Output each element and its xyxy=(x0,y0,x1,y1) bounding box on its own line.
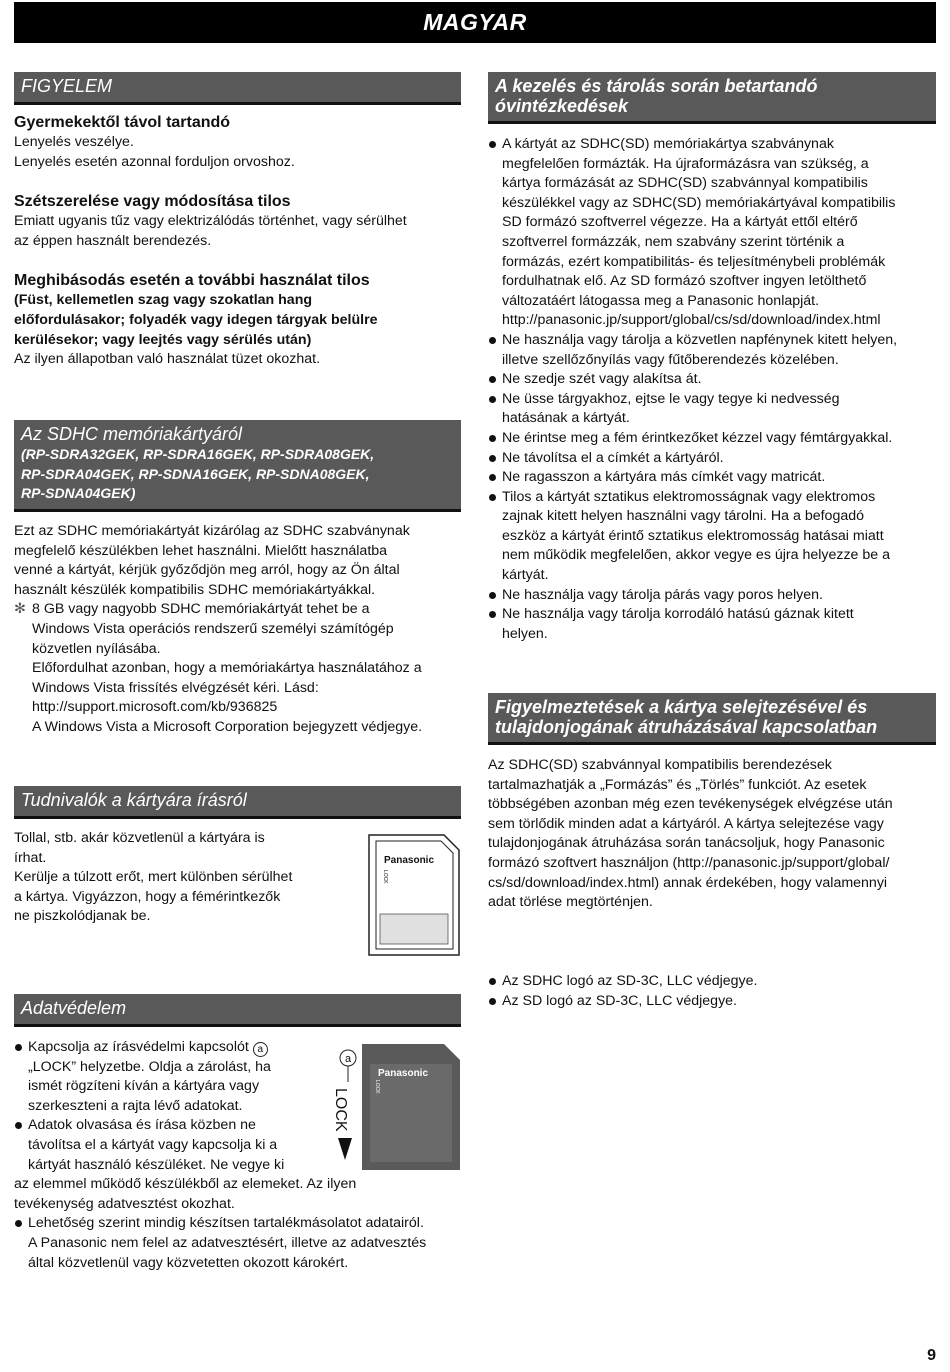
sdhc-note-line: Előfordulhat azonban, hogy a memóriakártya használatához a xyxy=(32,660,422,677)
warning-malfunction-line: Az ilyen állapotban való használat tüzet okozhat. xyxy=(14,351,321,368)
warning-children-line: Lenyelés veszélye. xyxy=(14,134,134,150)
page-language-banner: MAGYAR xyxy=(14,2,936,43)
protection-line: szerkeszteni a rajta lévő adatokat. xyxy=(28,1097,243,1114)
protection-line: kártyát használó készüléket. Ne vegye ki xyxy=(28,1156,285,1173)
writing-line: ne piszkolódjanak be. xyxy=(14,908,151,925)
sdhc-paragraph-line: megfelelő készülékben lehet használni. Mielőtt használatba xyxy=(14,542,388,559)
handling-item xyxy=(488,449,940,469)
handling-line: helyen. xyxy=(502,625,548,642)
warning-children-line: Lenyelés esetén azonnal forduljon orvoshoz. xyxy=(14,153,295,170)
protection-line: „LOCK” helyzetbe. Oldja a zárolást, ha xyxy=(28,1058,271,1075)
protection-line: távolítsa el a kártyát vagy kapcsolja ki a xyxy=(28,1136,278,1153)
handling-line: http://panasonic.jp/support/global/cs/sd/download/index.html xyxy=(502,312,881,329)
writing-line: Kerülje a túlzott erőt, mert különben sérülhet xyxy=(14,869,293,886)
handling-line: Ne érintse meg a fém érintkezőket kézzel vagy fémtárgyakkal. xyxy=(502,429,893,446)
handling-item xyxy=(488,429,940,449)
section-header-writing: Tudnivalók a kártyára írásról xyxy=(14,786,461,819)
protection-line: ismét rögzíteni kíván a kártyára vagy xyxy=(28,1078,260,1095)
handling-title-line: óvintézkedések xyxy=(495,96,629,116)
section-header-warning: FIGYELEM xyxy=(14,72,461,105)
warning-disassembly-line: Emiatt ugyanis tűz vagy elektrizálódás történhet, vagy sérülhet xyxy=(14,213,407,230)
sdhc-title: Az SDHC memóriakártyáról xyxy=(21,424,243,444)
handling-line: készülékkel vagy az SDHC(SD) memóriakártyával kompatibilis xyxy=(502,194,896,211)
handling-item xyxy=(488,390,940,429)
handling-line: SD formázó szoftverrel végezze. Ha a kártyát ettől eltérő xyxy=(502,214,858,231)
handling-line: kártyát. xyxy=(502,567,549,584)
handling-item xyxy=(488,135,940,331)
sdhc-note-line: A Windows Vista a Microsoft Corporation bejegyzett védjegye. xyxy=(32,718,423,735)
warning-malfunction-cond: kerülésekor; vagy leejtés vagy sérülés után) xyxy=(14,331,312,348)
handling-line: szoftverrel formázzák, nem szabvány szerint történik a xyxy=(502,233,845,250)
warning-disassembly-line: az éppen használt berendezés. xyxy=(14,232,212,249)
disposal-line: adat törlése megtörténjen. xyxy=(488,894,653,911)
disposal-line: tartalmazhatják a „Formázás” és „Törlés” funkciót. Az esetek xyxy=(488,776,867,793)
handling-line: formázás, ezért kompatibilitás- és teljesítménybeli problémák xyxy=(502,253,886,270)
sdhc-note-url: http://support.microsoft.com/kb/936825 xyxy=(32,699,278,716)
warning-section xyxy=(14,112,464,370)
disposal-line: sem törlődik minden adat a kártyáról. A kártya selejtezése vagy xyxy=(488,815,884,832)
handling-line: nem működik megfelelően, akkor vegye es újra helyezze be a xyxy=(502,547,891,564)
handling-line: változatáért látogassa meg a Panasonic honlapját. xyxy=(502,292,820,309)
handling-line: megfelelően formázták. Ha újraformázásra van szükség, a xyxy=(502,155,869,172)
handling-line: Ne használja vagy tárolja korrodáló hatású gáznak kitett xyxy=(502,606,854,623)
sdhc-models-line: RP-SDNA04GEK) xyxy=(21,485,136,501)
trademark-item: Az SD logó az SD-3C, LLC védjegye. xyxy=(488,992,940,1012)
warning-malfunction-title: Meghibásodás esetén a további használat tilos xyxy=(14,272,370,290)
lock-arrow-icon xyxy=(338,1138,352,1160)
sdhc-note-line: Windows Vista frissítés elvégzését kéri. Lásd: xyxy=(32,679,319,696)
handling-line: Ne használja vagy tárolja párás vagy poros helyen. xyxy=(502,586,823,603)
sdhc-note-line: 8 GB vagy nagyobb SDHC memóriakártyát tehet be a xyxy=(32,601,370,618)
handling-item xyxy=(488,468,940,488)
handling-line: kártya formázását az SDHC(SD) szabvánnyal kompatibilis xyxy=(502,175,868,192)
section-header-protection: Adatvédelem xyxy=(14,994,461,1027)
asterisk-icon: ✻ xyxy=(14,601,26,618)
sdhc-note-line: Windows Vista operációs rendszerű személyi számítógép xyxy=(32,620,394,637)
warning-disassembly-title: Szétszerelése vagy módosítása tilos xyxy=(14,193,291,211)
handling-item xyxy=(488,488,940,586)
disposal-line: Az SDHC(SD) szabvánnyal kompatibilis berendezések xyxy=(488,757,832,773)
handling-line: Ne távolítsa el a címkét a kártyáról. xyxy=(502,449,724,466)
handling-title-line: A kezelés és tárolás során betartandó xyxy=(495,76,818,96)
marker-a-icon: a xyxy=(253,1042,268,1057)
sdhc-paragraph-line: használt készülék kompatibilis SDHC memóriakártyákkal. xyxy=(14,581,376,598)
handling-line: Ne használja vagy tárolja a közvetlen napfénynek kitett helyen, xyxy=(502,331,898,348)
warning-malfunction-cond: előfordulásakor; folyadék vagy idegen tárgyak belülre xyxy=(14,311,378,328)
sdhc-note xyxy=(14,600,466,737)
handling-line: hatásának a kártyát. xyxy=(502,410,630,427)
handling-line: zajnak kitett helyen használni vagy tárolni. Ha a befogadó xyxy=(502,508,865,525)
handling-line: fordulhatnak elő. Az SD formázó szoftver ingyen letölthető xyxy=(502,273,867,290)
disposal-line: tulajdonjogának átruházása során tanácsoljuk, hogy Panasonic xyxy=(488,835,885,852)
card-brand-label: Panasonic xyxy=(384,855,435,866)
writing-section xyxy=(14,829,344,927)
writing-line: írhat. xyxy=(14,849,47,866)
warning-children-title: Gyermekektől távol tartandó xyxy=(14,114,231,131)
protection-line: Adatok olvasása és írása közben ne xyxy=(28,1117,256,1134)
protection-item xyxy=(14,1214,464,1273)
disposal-section xyxy=(488,756,940,913)
section-header-disposal xyxy=(488,693,936,745)
sdhc-section xyxy=(14,522,466,738)
disposal-line: formázó szoftvert használjon (http://panasonic.jp/support/global/ xyxy=(488,854,890,871)
page-number: 9 xyxy=(927,1347,936,1365)
protection-line: tevékenység adatvesztést okozhat. xyxy=(14,1195,235,1212)
warning-malfunction-cond: (Füst, kellemetlen szag vagy szokatlan hang xyxy=(14,292,313,309)
sdhc-models-line: RP-SDRA04GEK, RP-SDNA16GEK, RP-SDNA08GEK, xyxy=(21,465,370,482)
trademark-item: Az SDHC logó az SD-3C, LLC védjegye. xyxy=(488,972,940,992)
trademarks-section xyxy=(488,972,940,1011)
handling-item xyxy=(488,586,940,606)
figure-card-lock: LOCK xyxy=(374,1080,380,1094)
disposal-title-line: tulajdonjogának átruházásával kapcsolatban xyxy=(495,717,878,737)
handling-line: eszköz a kártyát érintő sztatikus elektromosság hatásai miatt xyxy=(502,527,884,544)
disposal-title-line: Figyelmeztetések a kártya selejtezésével és xyxy=(495,697,868,717)
sdhc-paragraph-line: Ezt az SDHC memóriakártyát kizárólag az SDHC szabványnak xyxy=(14,523,410,539)
sdhc-paragraph-line: venné a kártyát, kérjük győződjön meg arról, hogy az Ön által xyxy=(14,562,400,579)
handling-line: A kártyát az SDHC(SD) memóriakártya szabványnak xyxy=(502,136,834,152)
handling-line: Ne szedje szét vagy alakítsa át. xyxy=(502,371,702,388)
sdhc-models-line: (RP-SDRA32GEK, RP-SDRA16GEK, RP-SDRA08GEK, xyxy=(21,446,375,462)
lock-switch-illustration xyxy=(334,1042,464,1172)
handling-item xyxy=(488,331,940,370)
disposal-line: többségében azonban még ezen tevékenységek elvégzése után xyxy=(488,796,893,813)
writing-line: Tollal, stb. akár közvetlenül a kártyára is xyxy=(14,830,265,846)
handling-line: Ne üsse tárgyakhoz, ejtse le vagy tegye ki nedvesség xyxy=(502,390,840,407)
lock-direction-label: LOCK xyxy=(332,1088,349,1132)
protection-line: Lehetőség szerint mindig készítsen tartalékmásolatot adatairól. xyxy=(28,1215,424,1232)
protection-line: az elemmel működő készülékből az elemeket. Az ilyen xyxy=(14,1176,357,1193)
protection-line: által közvetlenül vagy közvetetten okozott károkért. xyxy=(28,1254,349,1271)
lock-marker-label: a xyxy=(344,1053,352,1065)
handling-line: illetve szellőzőnyílás vagy fűtőberendezés közelében. xyxy=(502,351,839,368)
card-lock-label: LOCK xyxy=(382,870,388,884)
sdhc-note-line: közvetlen nyílásába. xyxy=(32,640,161,657)
sd-card-illustration xyxy=(366,832,462,958)
handling-item xyxy=(488,370,940,390)
handling-section xyxy=(488,135,940,644)
handling-item xyxy=(488,605,940,644)
figure-card-brand: Panasonic xyxy=(378,1068,429,1079)
writing-line: a kártya. Vigyázzon, hogy a fémérintkezők xyxy=(14,888,281,905)
section-header-sdhc xyxy=(14,420,461,512)
section-header-handling xyxy=(488,72,936,124)
handling-line: Tilos a kártyát sztatikus elektromosságnak vagy elektromos xyxy=(502,488,876,505)
disposal-line: cs/sd/download/index.html) annak érdekében, hogy valamennyi xyxy=(488,874,888,891)
protection-line: A Panasonic nem felel az adatvesztésért, illetve az adatvesztés xyxy=(28,1234,427,1251)
handling-line: Ne ragasszon a kártyára más címkét vagy matricát. xyxy=(502,469,826,486)
protection-line: Kapcsolja az írásvédelmi kapcsolót a xyxy=(28,1038,464,1058)
